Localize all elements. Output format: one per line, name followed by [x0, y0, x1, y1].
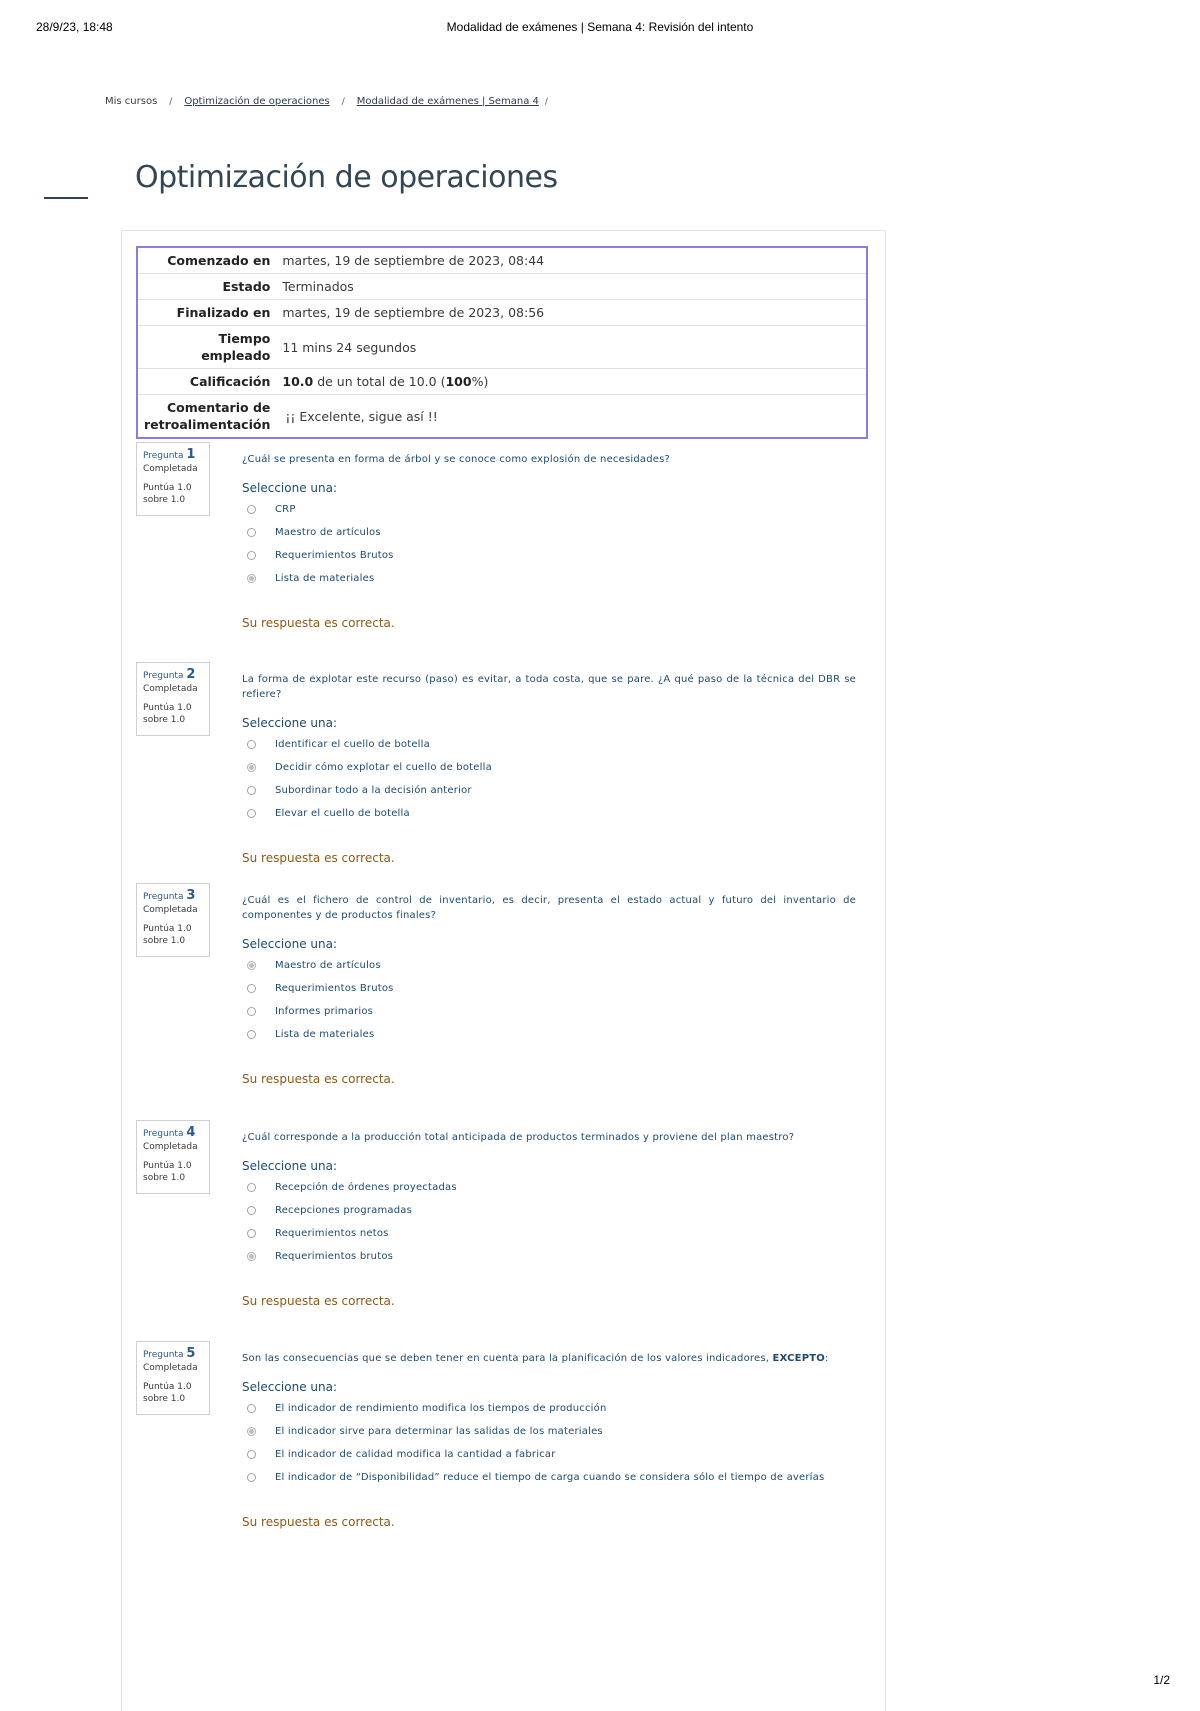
answer-option-label: Lista de materiales	[275, 1029, 375, 1040]
summary-value	[280, 369, 867, 395]
question-number: 4	[186, 1125, 196, 1140]
question-max-mark: sobre 1.0	[143, 936, 186, 946]
breadcrumb-my-courses[interactable]: Mis cursos	[105, 96, 158, 107]
answer-option-label: Recepción de órdenes proyectadas	[275, 1182, 457, 1193]
radio-unchecked-icon[interactable]	[247, 528, 256, 537]
summary-value: martes, 19 de septiembre de 2023, 08:44	[282, 253, 545, 268]
radio-unchecked-icon[interactable]	[247, 1473, 256, 1482]
question-label: Pregunta	[143, 671, 184, 681]
title-accent-bar	[44, 197, 88, 199]
question-state: Completada	[143, 684, 198, 694]
summary-value: 11 mins 24 segundos	[282, 339, 417, 355]
question-mark: Puntúa 1.0	[143, 703, 192, 713]
question-mark: Puntúa 1.0	[143, 924, 192, 934]
answer-option-label: El indicador de calidad modifica la cantidad a fabricar	[275, 1449, 556, 1460]
print-page-number: 1/2	[1153, 1673, 1170, 1687]
summary-row-feedback	[137, 395, 867, 439]
question-mark: Puntúa 1.0	[143, 483, 192, 493]
answer-option-label: El indicador de “Disponibilidad” reduce el tiempo de carga cuando se considera sólo el tiempo de averías	[275, 1472, 825, 1483]
summary-label	[137, 326, 280, 369]
summary-label	[137, 395, 280, 439]
answer-feedback: Su respuesta es correcta.	[242, 1072, 395, 1086]
breadcrumb-separator: /	[544, 96, 548, 107]
answer-options	[242, 954, 856, 1046]
answer-option[interactable]	[242, 1420, 856, 1443]
question-text: La forma de explotar este recurso (paso) es evitar, a toda costa, que se pare. ¿A qué paso de la técnica del DBR se refiere?	[242, 674, 856, 700]
summary-row-started	[137, 247, 867, 274]
answer-option[interactable]	[242, 1222, 856, 1245]
answer-option-label: Decidir cómo explotar el cuello de botella	[275, 762, 492, 773]
question-label: Pregunta	[143, 1350, 184, 1360]
radio-unchecked-icon[interactable]	[247, 786, 256, 795]
summary-label: Calificación	[189, 374, 271, 389]
grade-score: 10.0	[282, 374, 314, 389]
question-label: Pregunta	[143, 892, 184, 902]
answer-prompt: Seleccione una:	[242, 716, 337, 730]
summary-label-line: Comentario de	[166, 400, 271, 415]
answer-option-label: Elevar el cuello de botella	[275, 808, 410, 819]
answer-prompt: Seleccione una:	[242, 1159, 337, 1173]
question-max-mark: sobre 1.0	[143, 1173, 186, 1183]
breadcrumb	[105, 96, 560, 107]
question-label: Pregunta	[143, 1129, 184, 1139]
grade-percent: 100	[445, 374, 472, 389]
answer-option-label: El indicador sirve para determinar las salidas de los materiales	[275, 1426, 603, 1437]
radio-checked-icon[interactable]	[247, 763, 256, 772]
radio-unchecked-icon[interactable]	[247, 1206, 256, 1215]
answer-option-label: Informes primarios	[275, 1006, 374, 1017]
answer-options	[242, 498, 856, 590]
question-max-mark: sobre 1.0	[143, 495, 186, 505]
question-state: Completada	[143, 1142, 198, 1152]
question-state: Completada	[143, 1363, 198, 1373]
answer-option[interactable]	[242, 1000, 856, 1023]
question-content	[242, 442, 856, 630]
answer-option-label: Requerimientos Brutos	[275, 550, 394, 561]
question-info-box	[136, 1120, 210, 1194]
question-mark: Puntúa 1.0	[143, 1161, 192, 1171]
question-max-mark: sobre 1.0	[143, 715, 186, 725]
question-info-box	[136, 883, 210, 957]
answer-feedback: Su respuesta es correcta.	[242, 616, 395, 630]
question-mark: Puntúa 1.0	[143, 1382, 192, 1392]
print-document-title: Modalidad de exámenes | Semana 4: Revisión del intento	[446, 20, 754, 34]
print-header	[36, 20, 1164, 38]
answer-options	[242, 733, 856, 825]
answer-option[interactable]	[242, 1176, 856, 1199]
answer-option-label: Requerimientos netos	[275, 1228, 389, 1239]
summary-row-state	[137, 274, 867, 300]
radio-unchecked-icon[interactable]	[247, 809, 256, 818]
summary-label-line: empleado	[201, 348, 271, 363]
answer-option-label: Recepciones programadas	[275, 1205, 413, 1216]
answer-option[interactable]	[242, 1199, 856, 1222]
question-info-box	[136, 1341, 210, 1415]
summary-row-time	[137, 326, 867, 369]
answer-prompt: Seleccione una:	[242, 1380, 337, 1394]
summary-value: Terminados	[282, 279, 354, 294]
answer-option-label: Lista de materiales	[275, 573, 375, 584]
question-content	[242, 662, 856, 865]
answer-option[interactable]	[242, 756, 856, 779]
question-number: 5	[186, 1346, 196, 1361]
question-info-box	[136, 442, 210, 516]
radio-checked-icon[interactable]	[247, 961, 256, 970]
grade-text: de un total de 10.0 (	[317, 374, 446, 389]
answer-option[interactable]	[242, 802, 856, 825]
question-number: 2	[186, 667, 196, 682]
print-datetime: 28/9/23, 18:48	[36, 20, 113, 34]
radio-unchecked-icon[interactable]	[247, 1007, 256, 1016]
radio-unchecked-icon[interactable]	[247, 1030, 256, 1039]
answer-option-label: Maestro de artículos	[275, 527, 381, 538]
answer-option[interactable]	[242, 1023, 856, 1046]
breadcrumb-separator: /	[169, 96, 173, 107]
summary-label-line: Tiempo	[218, 331, 271, 346]
attempt-summary-table	[136, 246, 868, 439]
summary-label: Comenzado en	[167, 253, 271, 268]
answer-option[interactable]	[242, 977, 856, 1000]
question-text: ¿Cuál se presenta en forma de árbol y se conoce como explosión de necesidades?	[242, 454, 671, 465]
summary-row-grade	[137, 369, 867, 395]
answer-option[interactable]	[242, 1466, 856, 1489]
answer-option[interactable]	[242, 954, 856, 977]
breadcrumb-course[interactable]: Optimización de operaciones	[184, 96, 330, 107]
question-text-part: :	[824, 1353, 829, 1364]
answer-prompt: Seleccione una:	[242, 937, 337, 951]
summary-value: martes, 19 de septiembre de 2023, 08:56	[282, 305, 545, 320]
breadcrumb-separator: /	[341, 96, 345, 107]
question-number: 1	[186, 447, 196, 462]
radio-checked-icon[interactable]	[247, 1427, 256, 1436]
question-text: ¿Cuál es el fichero de control de inventario, es decir, presenta el estado actual y futuro del inventario de componentes y de productos finales?	[242, 895, 856, 921]
summary-label: Finalizado en	[176, 305, 271, 320]
breadcrumb-quiz[interactable]: Modalidad de exámenes | Semana 4	[356, 96, 539, 107]
question-content	[242, 883, 856, 1086]
answer-option[interactable]	[242, 1245, 856, 1268]
grade-text-end: %)	[471, 374, 489, 389]
question-max-mark: sobre 1.0	[143, 1394, 186, 1404]
overall-feedback: ¡¡ Excelente, sigue así !!	[285, 408, 438, 424]
radio-checked-icon[interactable]	[247, 574, 256, 583]
answer-option-label: Identificar el cuello de botella	[275, 739, 430, 750]
question-label: Pregunta	[143, 451, 184, 461]
radio-unchecked-icon[interactable]	[247, 740, 256, 749]
radio-unchecked-icon[interactable]	[247, 1404, 256, 1413]
page-title: Optimización de operaciones	[135, 160, 558, 195]
answer-option[interactable]	[242, 733, 856, 756]
answer-option[interactable]	[242, 498, 856, 521]
answer-option[interactable]	[242, 1397, 856, 1420]
summary-row-finished	[137, 300, 867, 326]
question-state: Completada	[143, 905, 198, 915]
summary-label-line: retroalimentación	[144, 417, 271, 432]
question-text-part: Son las consecuencias que se deben tener en cuenta para la planificación de los valores indicadores,	[242, 1353, 773, 1364]
answer-options	[242, 1397, 856, 1489]
answer-option-label: Subordinar todo a la decisión anterior	[275, 785, 472, 796]
answer-option[interactable]	[242, 544, 856, 567]
answer-feedback: Su respuesta es correcta.	[242, 1294, 395, 1308]
question-content	[242, 1341, 856, 1529]
answer-option-label: CRP	[275, 504, 296, 515]
answer-option-label: Requerimientos Brutos	[275, 983, 394, 994]
answer-option-label: El indicador de rendimiento modifica los tiempos de producción	[275, 1403, 607, 1414]
answer-option[interactable]	[242, 521, 856, 544]
question-text	[242, 1351, 856, 1366]
answer-option-label: Maestro de artículos	[275, 960, 381, 971]
answer-option[interactable]	[242, 1443, 856, 1466]
question-text: ¿Cuál corresponde a la producción total anticipada de productos terminados y proviene del plan maestro?	[242, 1132, 795, 1143]
question-info-box	[136, 662, 210, 736]
radio-unchecked-icon[interactable]	[247, 505, 256, 514]
answer-options	[242, 1176, 856, 1268]
radio-unchecked-icon[interactable]	[247, 1450, 256, 1459]
question-state: Completada	[143, 464, 198, 474]
radio-unchecked-icon[interactable]	[247, 551, 256, 560]
question-text-emphasis: EXCEPTO	[772, 1353, 825, 1364]
question-number: 3	[186, 888, 196, 903]
answer-feedback: Su respuesta es correcta.	[242, 1515, 395, 1529]
summary-value	[280, 395, 867, 439]
summary-label: Estado	[222, 279, 271, 294]
answer-option[interactable]	[242, 779, 856, 802]
radio-unchecked-icon[interactable]	[247, 984, 256, 993]
question-content	[242, 1120, 856, 1308]
radio-unchecked-icon[interactable]	[247, 1229, 256, 1238]
answer-option[interactable]	[242, 567, 856, 590]
answer-prompt: Seleccione una:	[242, 481, 337, 495]
radio-checked-icon[interactable]	[247, 1252, 256, 1261]
radio-unchecked-icon[interactable]	[247, 1183, 256, 1192]
answer-feedback: Su respuesta es correcta.	[242, 851, 395, 865]
answer-option-label: Requerimientos brutos	[275, 1251, 394, 1262]
